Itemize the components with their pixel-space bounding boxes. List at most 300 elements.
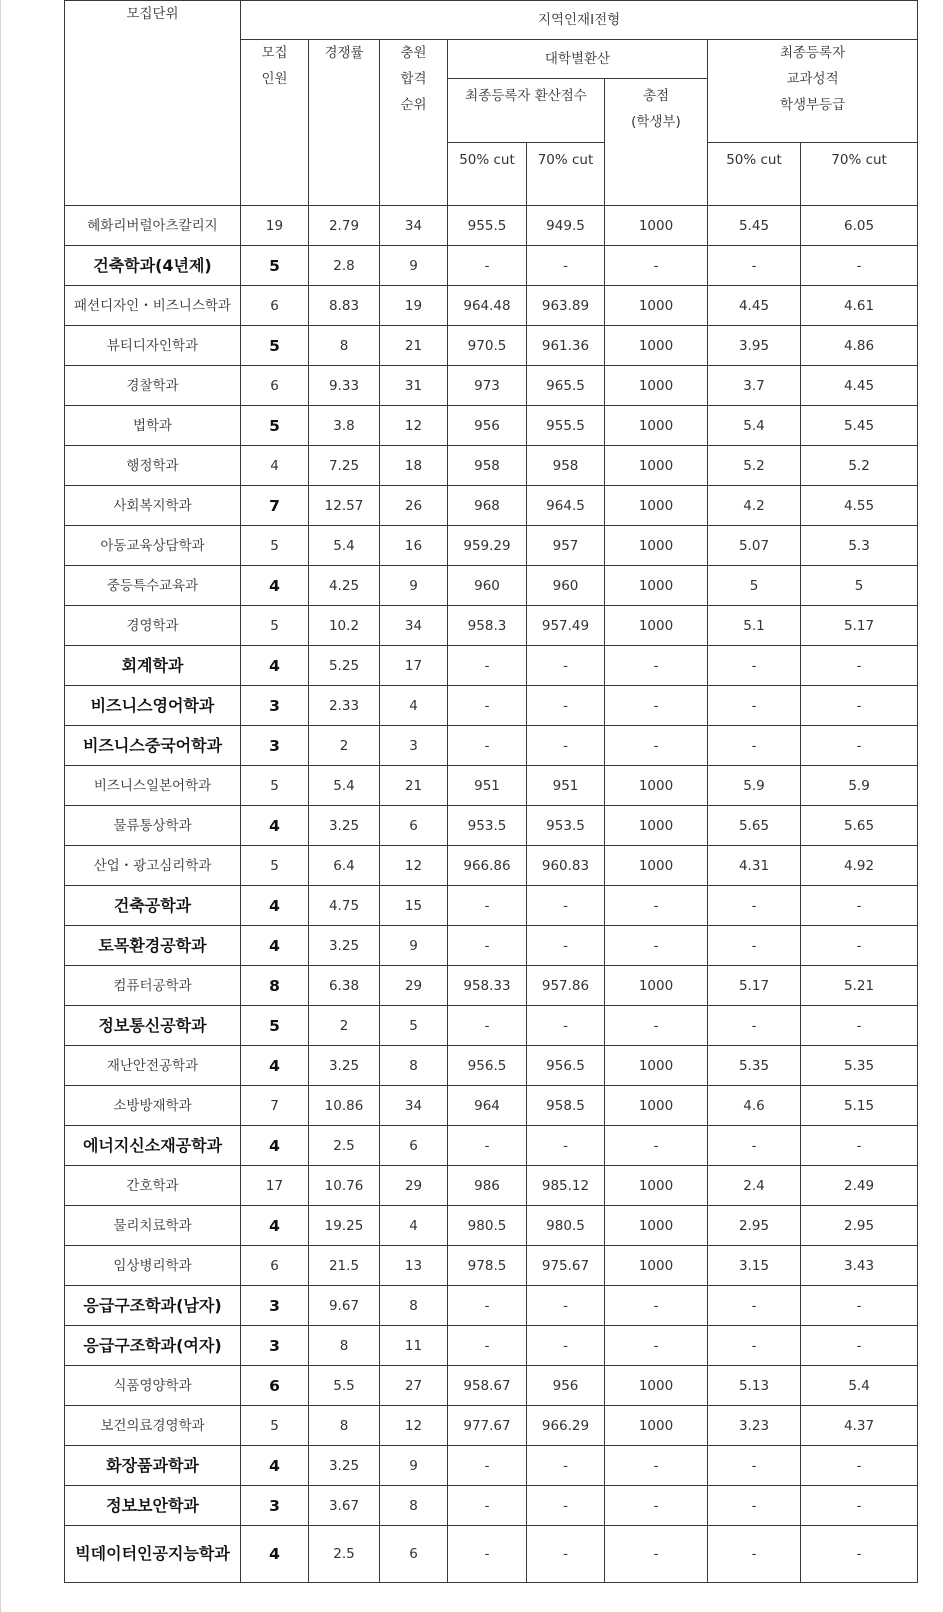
max-score-cell: 1000 bbox=[605, 1166, 708, 1206]
quota-cell: 5 bbox=[241, 406, 309, 446]
quota-cell: 6 bbox=[241, 366, 309, 406]
competition-cell: 4.75 bbox=[309, 886, 380, 926]
header-max-score bbox=[605, 79, 708, 206]
score-cut50-cell: - bbox=[448, 1446, 527, 1486]
grade-cut70-cell: - bbox=[801, 646, 918, 686]
waitlist-rank-cell: 26 bbox=[380, 486, 448, 526]
department-cell: 아동교육상담학과 bbox=[65, 526, 241, 566]
max-score-cell: 1000 bbox=[605, 1366, 708, 1406]
grade-cut70-cell: - bbox=[801, 886, 918, 926]
score-cut50-cell: - bbox=[448, 1326, 527, 1366]
department-cell: 간호학과 bbox=[65, 1166, 241, 1206]
table-row bbox=[65, 406, 918, 446]
max-score-cell: - bbox=[605, 1526, 708, 1583]
score-cut50-cell: - bbox=[448, 1286, 527, 1326]
department-cell: 산업・광고심리학과 bbox=[65, 846, 241, 886]
competition-cell: 2.33 bbox=[309, 686, 380, 726]
score-cut50-cell: 958.33 bbox=[448, 966, 527, 1006]
header-univ-conversion: 대학별환산 bbox=[448, 40, 708, 79]
score-cut50-cell: 977.67 bbox=[448, 1406, 527, 1446]
header-max-score-text: 총점 (학생부) bbox=[631, 88, 681, 130]
header-competition: 경쟁률 bbox=[309, 40, 380, 206]
grade-cut70-cell: - bbox=[801, 1326, 918, 1366]
department-cell: 빅데이터인공지능학과 bbox=[65, 1526, 241, 1583]
header-final-grades bbox=[708, 40, 918, 143]
max-score-cell: - bbox=[605, 1446, 708, 1486]
max-score-cell: 1000 bbox=[605, 206, 708, 246]
competition-cell: 21.5 bbox=[309, 1246, 380, 1286]
max-score-cell: 1000 bbox=[605, 326, 708, 366]
admission-results-table bbox=[64, 0, 918, 1583]
score-cut70-cell: - bbox=[527, 886, 605, 926]
quota-cell: 5 bbox=[241, 1406, 309, 1446]
department-cell: 임상병리학과 bbox=[65, 1246, 241, 1286]
grade-cut70-cell: 5.35 bbox=[801, 1046, 918, 1086]
competition-cell: 8.83 bbox=[309, 286, 380, 326]
score-cut70-cell: 963.89 bbox=[527, 286, 605, 326]
competition-cell: 3.67 bbox=[309, 1486, 380, 1526]
quota-cell: 5 bbox=[241, 326, 309, 366]
quota-cell: 7 bbox=[241, 486, 309, 526]
department-cell: 경영학과 bbox=[65, 606, 241, 646]
department-cell: 패션디자인・비즈니스학과 bbox=[65, 286, 241, 326]
header-cut50-grade: 50% cut bbox=[708, 143, 801, 206]
table-row bbox=[65, 886, 918, 926]
competition-cell: 5.4 bbox=[309, 526, 380, 566]
grade-cut50-cell: 2.4 bbox=[708, 1166, 801, 1206]
grade-cut50-cell: 5.35 bbox=[708, 1046, 801, 1086]
score-cut70-cell: 953.5 bbox=[527, 806, 605, 846]
department-cell: 행정학과 bbox=[65, 446, 241, 486]
grade-cut70-cell: 5.4 bbox=[801, 1366, 918, 1406]
score-cut70-cell: - bbox=[527, 686, 605, 726]
score-cut50-cell: - bbox=[448, 926, 527, 966]
score-cut70-cell: 961.36 bbox=[527, 326, 605, 366]
max-score-cell: 1000 bbox=[605, 406, 708, 446]
grade-cut50-cell: 4.6 bbox=[708, 1086, 801, 1126]
grade-cut50-cell: 4.45 bbox=[708, 286, 801, 326]
department-cell: 법학과 bbox=[65, 406, 241, 446]
competition-cell: 5.25 bbox=[309, 646, 380, 686]
score-cut70-cell: 985.12 bbox=[527, 1166, 605, 1206]
quota-cell: 6 bbox=[241, 1366, 309, 1406]
table-row bbox=[65, 246, 918, 286]
score-cut70-cell: 951 bbox=[527, 766, 605, 806]
waitlist-rank-cell: 18 bbox=[380, 446, 448, 486]
competition-cell: 3.25 bbox=[309, 806, 380, 846]
grade-cut70-cell: - bbox=[801, 246, 918, 286]
table-row bbox=[65, 606, 918, 646]
grade-cut50-cell: - bbox=[708, 246, 801, 286]
score-cut50-cell: 958 bbox=[448, 446, 527, 486]
table-row bbox=[65, 526, 918, 566]
quota-cell: 3 bbox=[241, 1486, 309, 1526]
department-cell: 소방방재학과 bbox=[65, 1086, 241, 1126]
competition-cell: 6.4 bbox=[309, 846, 380, 886]
max-score-cell: 1000 bbox=[605, 366, 708, 406]
grade-cut70-cell: 5.65 bbox=[801, 806, 918, 846]
grade-cut50-cell: 5.9 bbox=[708, 766, 801, 806]
grade-cut50-cell: - bbox=[708, 886, 801, 926]
table-row bbox=[65, 1526, 918, 1583]
score-cut70-cell: - bbox=[527, 1286, 605, 1326]
max-score-cell: 1000 bbox=[605, 446, 708, 486]
score-cut70-cell: 955.5 bbox=[527, 406, 605, 446]
competition-cell: 12.57 bbox=[309, 486, 380, 526]
waitlist-rank-cell: 29 bbox=[380, 966, 448, 1006]
score-cut50-cell: 955.5 bbox=[448, 206, 527, 246]
grade-cut70-cell: 5 bbox=[801, 566, 918, 606]
max-score-cell: - bbox=[605, 646, 708, 686]
competition-cell: 2.79 bbox=[309, 206, 380, 246]
header-group: 지역인재Ⅰ전형 bbox=[241, 1, 918, 40]
grade-cut70-cell: - bbox=[801, 1126, 918, 1166]
score-cut50-cell: 964 bbox=[448, 1086, 527, 1126]
waitlist-rank-cell: 29 bbox=[380, 1166, 448, 1206]
grade-cut70-cell: 4.37 bbox=[801, 1406, 918, 1446]
max-score-cell: 1000 bbox=[605, 1246, 708, 1286]
max-score-cell: - bbox=[605, 686, 708, 726]
table-row bbox=[65, 1246, 918, 1286]
grade-cut70-cell: 4.61 bbox=[801, 286, 918, 326]
waitlist-rank-cell: 13 bbox=[380, 1246, 448, 1286]
score-cut50-cell: - bbox=[448, 1526, 527, 1583]
max-score-cell: 1000 bbox=[605, 846, 708, 886]
department-cell: 건축공학과 bbox=[65, 886, 241, 926]
quota-cell: 5 bbox=[241, 846, 309, 886]
score-cut70-cell: 966.29 bbox=[527, 1406, 605, 1446]
waitlist-rank-cell: 3 bbox=[380, 726, 448, 766]
max-score-cell: - bbox=[605, 886, 708, 926]
competition-cell: 8 bbox=[309, 326, 380, 366]
header-cut50-score: 50% cut bbox=[448, 143, 527, 206]
table-row bbox=[65, 326, 918, 366]
table-row bbox=[65, 446, 918, 486]
quota-cell: 4 bbox=[241, 806, 309, 846]
competition-cell: 2.5 bbox=[309, 1126, 380, 1166]
score-cut50-cell: - bbox=[448, 1126, 527, 1166]
waitlist-rank-cell: 6 bbox=[380, 1526, 448, 1583]
quota-cell: 4 bbox=[241, 1126, 309, 1166]
score-cut50-cell: 960 bbox=[448, 566, 527, 606]
grade-cut70-cell: 4.45 bbox=[801, 366, 918, 406]
max-score-cell: - bbox=[605, 246, 708, 286]
score-cut50-cell: - bbox=[448, 646, 527, 686]
grade-cut70-cell: - bbox=[801, 1526, 918, 1583]
table-row bbox=[65, 1446, 918, 1486]
max-score-cell: 1000 bbox=[605, 766, 708, 806]
quota-cell: 4 bbox=[241, 886, 309, 926]
grade-cut70-cell: 2.95 bbox=[801, 1206, 918, 1246]
score-cut50-cell: - bbox=[448, 1006, 527, 1046]
score-cut50-cell: 966.86 bbox=[448, 846, 527, 886]
grade-cut50-cell: 3.7 bbox=[708, 366, 801, 406]
table-row bbox=[65, 1126, 918, 1166]
competition-cell: 10.76 bbox=[309, 1166, 380, 1206]
score-cut50-cell: 951 bbox=[448, 766, 527, 806]
score-cut50-cell: 958.67 bbox=[448, 1366, 527, 1406]
competition-cell: 3.25 bbox=[309, 926, 380, 966]
waitlist-rank-cell: 21 bbox=[380, 766, 448, 806]
competition-cell: 19.25 bbox=[309, 1206, 380, 1246]
score-cut50-cell: - bbox=[448, 686, 527, 726]
table-row bbox=[65, 646, 918, 686]
score-cut70-cell: 956 bbox=[527, 1366, 605, 1406]
grade-cut70-cell: 4.86 bbox=[801, 326, 918, 366]
score-cut50-cell: 973 bbox=[448, 366, 527, 406]
waitlist-rank-cell: 4 bbox=[380, 686, 448, 726]
quota-cell: 4 bbox=[241, 566, 309, 606]
competition-cell: 8 bbox=[309, 1326, 380, 1366]
waitlist-rank-cell: 6 bbox=[380, 1126, 448, 1166]
score-cut50-cell: 978.5 bbox=[448, 1246, 527, 1286]
competition-cell: 2 bbox=[309, 726, 380, 766]
score-cut70-cell: - bbox=[527, 1526, 605, 1583]
score-cut50-cell: 958.3 bbox=[448, 606, 527, 646]
score-cut70-cell: 957 bbox=[527, 526, 605, 566]
score-cut70-cell: - bbox=[527, 1326, 605, 1366]
quota-cell: 3 bbox=[241, 1286, 309, 1326]
department-cell: 화장품과학과 bbox=[65, 1446, 241, 1486]
max-score-cell: - bbox=[605, 1006, 708, 1046]
header-cut70-score: 70% cut bbox=[527, 143, 605, 206]
department-cell: 뷰티디자인학과 bbox=[65, 326, 241, 366]
department-cell: 정보보안학과 bbox=[65, 1486, 241, 1526]
quota-cell: 5 bbox=[241, 1006, 309, 1046]
table-row bbox=[65, 1166, 918, 1206]
waitlist-rank-cell: 21 bbox=[380, 326, 448, 366]
max-score-cell: 1000 bbox=[605, 966, 708, 1006]
max-score-cell: - bbox=[605, 926, 708, 966]
quota-cell: 4 bbox=[241, 1446, 309, 1486]
department-cell: 정보통신공학과 bbox=[65, 1006, 241, 1046]
grade-cut50-cell: 3.95 bbox=[708, 326, 801, 366]
grade-cut50-cell: - bbox=[708, 1526, 801, 1583]
quota-cell: 3 bbox=[241, 686, 309, 726]
competition-cell: 5.5 bbox=[309, 1366, 380, 1406]
grade-cut50-cell: 5.2 bbox=[708, 446, 801, 486]
max-score-cell: 1000 bbox=[605, 1206, 708, 1246]
grade-cut50-cell: - bbox=[708, 1286, 801, 1326]
score-cut70-cell: - bbox=[527, 1486, 605, 1526]
waitlist-rank-cell: 15 bbox=[380, 886, 448, 926]
grade-cut70-cell: 5.9 bbox=[801, 766, 918, 806]
grade-cut70-cell: - bbox=[801, 1286, 918, 1326]
grade-cut50-cell: 5.4 bbox=[708, 406, 801, 446]
waitlist-rank-cell: 27 bbox=[380, 1366, 448, 1406]
department-cell: 응급구조학과(여자) bbox=[65, 1326, 241, 1366]
max-score-cell: - bbox=[605, 726, 708, 766]
competition-cell: 10.2 bbox=[309, 606, 380, 646]
waitlist-rank-cell: 11 bbox=[380, 1326, 448, 1366]
waitlist-rank-cell: 12 bbox=[380, 846, 448, 886]
department-cell: 사회복지학과 bbox=[65, 486, 241, 526]
score-cut50-cell: 980.5 bbox=[448, 1206, 527, 1246]
score-cut70-cell: 958.5 bbox=[527, 1086, 605, 1126]
score-cut70-cell: - bbox=[527, 1006, 605, 1046]
table-row bbox=[65, 1206, 918, 1246]
competition-cell: 2.8 bbox=[309, 246, 380, 286]
grade-cut50-cell: - bbox=[708, 1006, 801, 1046]
quota-cell: 5 bbox=[241, 606, 309, 646]
waitlist-rank-cell: 8 bbox=[380, 1486, 448, 1526]
competition-cell: 5.4 bbox=[309, 766, 380, 806]
quota-cell: 3 bbox=[241, 726, 309, 766]
table-row bbox=[65, 206, 918, 246]
score-cut50-cell: 964.48 bbox=[448, 286, 527, 326]
grade-cut50-cell: 5.1 bbox=[708, 606, 801, 646]
grade-cut70-cell: 6.05 bbox=[801, 206, 918, 246]
department-cell: 보건의료경영학과 bbox=[65, 1406, 241, 1446]
competition-cell: 10.86 bbox=[309, 1086, 380, 1126]
grade-cut50-cell: 5.65 bbox=[708, 806, 801, 846]
max-score-cell: 1000 bbox=[605, 486, 708, 526]
grade-cut50-cell: - bbox=[708, 1326, 801, 1366]
waitlist-rank-cell: 12 bbox=[380, 406, 448, 446]
grade-cut70-cell: - bbox=[801, 686, 918, 726]
waitlist-rank-cell: 17 bbox=[380, 646, 448, 686]
department-cell: 비즈니스영어학과 bbox=[65, 686, 241, 726]
score-cut50-cell: 956 bbox=[448, 406, 527, 446]
grade-cut50-cell: 3.15 bbox=[708, 1246, 801, 1286]
table-body bbox=[65, 206, 918, 1583]
quota-cell: 4 bbox=[241, 446, 309, 486]
max-score-cell: - bbox=[605, 1286, 708, 1326]
competition-cell: 8 bbox=[309, 1406, 380, 1446]
grade-cut70-cell: - bbox=[801, 1006, 918, 1046]
competition-cell: 3.25 bbox=[309, 1446, 380, 1486]
max-score-cell: 1000 bbox=[605, 606, 708, 646]
score-cut70-cell: - bbox=[527, 646, 605, 686]
header-quota bbox=[241, 40, 309, 206]
table-row bbox=[65, 926, 918, 966]
waitlist-rank-cell: 8 bbox=[380, 1046, 448, 1086]
score-cut70-cell: 964.5 bbox=[527, 486, 605, 526]
max-score-cell: - bbox=[605, 1126, 708, 1166]
table-row bbox=[65, 1006, 918, 1046]
table-row bbox=[65, 806, 918, 846]
department-cell: 물리치료학과 bbox=[65, 1206, 241, 1246]
header-cut70-grade: 70% cut bbox=[801, 143, 918, 206]
score-cut70-cell: - bbox=[527, 1446, 605, 1486]
competition-cell: 6.38 bbox=[309, 966, 380, 1006]
quota-cell: 8 bbox=[241, 966, 309, 1006]
quota-cell: 4 bbox=[241, 1526, 309, 1583]
table-row bbox=[65, 1046, 918, 1086]
grade-cut70-cell: 5.45 bbox=[801, 406, 918, 446]
grade-cut50-cell: - bbox=[708, 726, 801, 766]
department-cell: 재난안전공학과 bbox=[65, 1046, 241, 1086]
department-cell: 토목환경공학과 bbox=[65, 926, 241, 966]
grade-cut50-cell: 5.45 bbox=[708, 206, 801, 246]
score-cut50-cell: - bbox=[448, 1486, 527, 1526]
table-row bbox=[65, 1326, 918, 1366]
competition-cell: 2 bbox=[309, 1006, 380, 1046]
department-cell: 비즈니스중국어학과 bbox=[65, 726, 241, 766]
waitlist-rank-cell: 34 bbox=[380, 606, 448, 646]
grade-cut50-cell: 5.13 bbox=[708, 1366, 801, 1406]
max-score-cell: - bbox=[605, 1486, 708, 1526]
max-score-cell: 1000 bbox=[605, 566, 708, 606]
score-cut50-cell: 970.5 bbox=[448, 326, 527, 366]
grade-cut70-cell: - bbox=[801, 926, 918, 966]
quota-cell: 19 bbox=[241, 206, 309, 246]
header-waitlist-rank bbox=[380, 40, 448, 206]
waitlist-rank-cell: 5 bbox=[380, 1006, 448, 1046]
competition-cell: 7.25 bbox=[309, 446, 380, 486]
waitlist-rank-cell: 12 bbox=[380, 1406, 448, 1446]
waitlist-rank-cell: 34 bbox=[380, 206, 448, 246]
max-score-cell: 1000 bbox=[605, 1046, 708, 1086]
grade-cut70-cell: 5.15 bbox=[801, 1086, 918, 1126]
quota-cell: 4 bbox=[241, 1046, 309, 1086]
waitlist-rank-cell: 9 bbox=[380, 1446, 448, 1486]
grade-cut50-cell: - bbox=[708, 686, 801, 726]
grade-cut70-cell: 5.2 bbox=[801, 446, 918, 486]
score-cut50-cell: - bbox=[448, 246, 527, 286]
grade-cut70-cell: - bbox=[801, 1446, 918, 1486]
max-score-cell: - bbox=[605, 1326, 708, 1366]
competition-cell: 3.25 bbox=[309, 1046, 380, 1086]
waitlist-rank-cell: 8 bbox=[380, 1286, 448, 1326]
grade-cut50-cell: 4.31 bbox=[708, 846, 801, 886]
grade-cut50-cell: 2.95 bbox=[708, 1206, 801, 1246]
score-cut50-cell: 968 bbox=[448, 486, 527, 526]
grade-cut50-cell: 5.07 bbox=[708, 526, 801, 566]
grade-cut50-cell: 3.23 bbox=[708, 1406, 801, 1446]
table-row bbox=[65, 1086, 918, 1126]
table-row bbox=[65, 726, 918, 766]
waitlist-rank-cell: 16 bbox=[380, 526, 448, 566]
score-cut70-cell: 960 bbox=[527, 566, 605, 606]
competition-cell: 3.8 bbox=[309, 406, 380, 446]
grade-cut70-cell: 3.43 bbox=[801, 1246, 918, 1286]
score-cut70-cell: 980.5 bbox=[527, 1206, 605, 1246]
score-cut70-cell: - bbox=[527, 726, 605, 766]
table-row bbox=[65, 566, 918, 606]
quota-cell: 17 bbox=[241, 1166, 309, 1206]
score-cut70-cell: - bbox=[527, 1126, 605, 1166]
department-cell: 응급구조학과(남자) bbox=[65, 1286, 241, 1326]
score-cut70-cell: 956.5 bbox=[527, 1046, 605, 1086]
header-final-score: 최종등록자 환산점수 bbox=[448, 79, 605, 143]
table-row bbox=[65, 286, 918, 326]
score-cut50-cell: 956.5 bbox=[448, 1046, 527, 1086]
header-waitlist-rank-text: 충원 합격 순위 bbox=[400, 45, 427, 113]
max-score-cell: 1000 bbox=[605, 806, 708, 846]
table-row bbox=[65, 1406, 918, 1446]
score-cut70-cell: 957.86 bbox=[527, 966, 605, 1006]
quota-cell: 5 bbox=[241, 246, 309, 286]
grade-cut70-cell: - bbox=[801, 1486, 918, 1526]
score-cut70-cell: 949.5 bbox=[527, 206, 605, 246]
waitlist-rank-cell: 6 bbox=[380, 806, 448, 846]
grade-cut70-cell: 2.49 bbox=[801, 1166, 918, 1206]
department-cell: 중등특수교육과 bbox=[65, 566, 241, 606]
score-cut50-cell: - bbox=[448, 726, 527, 766]
table-row bbox=[65, 486, 918, 526]
score-cut50-cell: 986 bbox=[448, 1166, 527, 1206]
score-cut70-cell: 960.83 bbox=[527, 846, 605, 886]
score-cut70-cell: 957.49 bbox=[527, 606, 605, 646]
score-cut70-cell: 958 bbox=[527, 446, 605, 486]
score-cut70-cell: - bbox=[527, 926, 605, 966]
quota-cell: 4 bbox=[241, 926, 309, 966]
grade-cut50-cell: 5.17 bbox=[708, 966, 801, 1006]
max-score-cell: 1000 bbox=[605, 1086, 708, 1126]
grade-cut50-cell: - bbox=[708, 926, 801, 966]
table-row bbox=[65, 366, 918, 406]
